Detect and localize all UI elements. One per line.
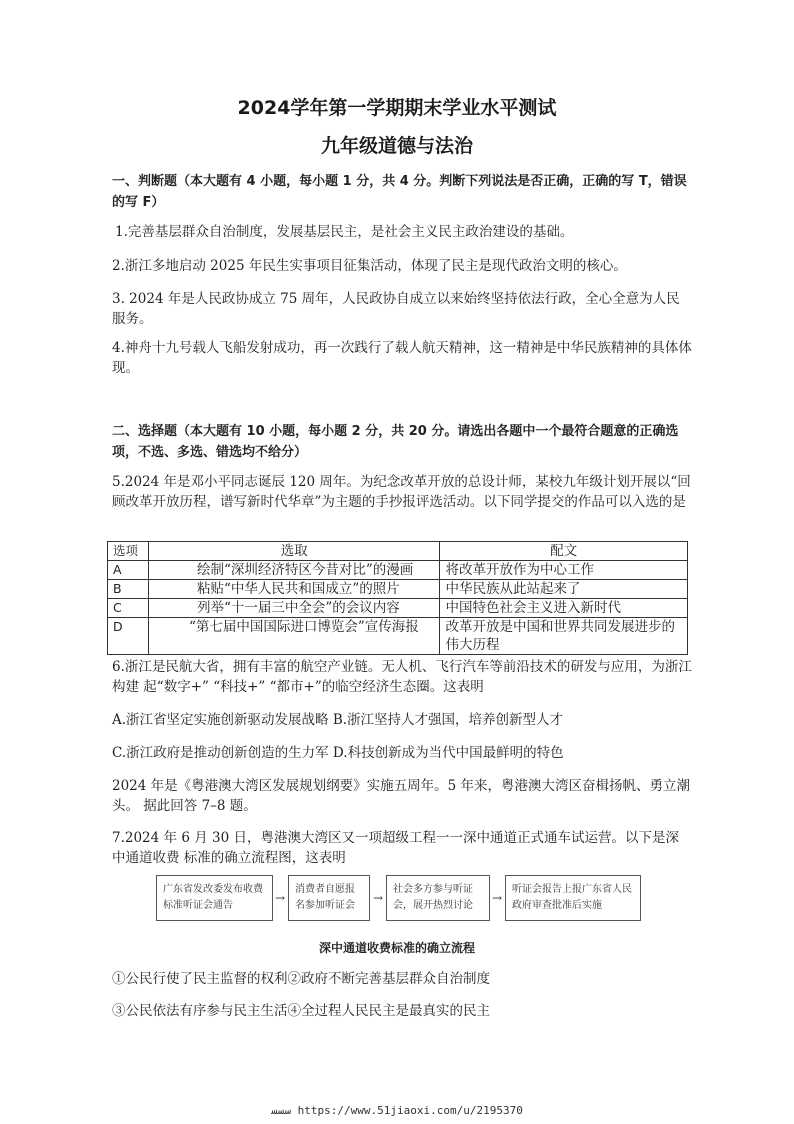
table-cell: “第七届中国国际进口博览会”宣传海报: [148, 618, 440, 655]
flow-step-4: 听证会报告上报广东省人民政府审查批准后实施: [505, 875, 641, 921]
table-header-choice: 选取: [148, 542, 440, 561]
table-row: [108, 599, 688, 618]
table-cell: D: [108, 618, 149, 655]
table-cell: B: [108, 580, 149, 599]
table-cell: 列举“十一届三中全会”的会议内容: [148, 599, 440, 618]
question-6: 6.浙江是民航大省，拥有丰富的航空产业链。无人机、飞行汽车等前沿技术的研发与应用，为浙江构建 起“数字+” “科技+” “都市+”的临空经济生态圈。这表明: [112, 659, 692, 695]
flow-step-1: 广东省发改委发布收费标准听证会通告: [156, 875, 273, 921]
exam-subtitle: 九年级道德与法治: [320, 135, 473, 157]
table-header-caption: 配文: [440, 542, 688, 561]
section2-heading: 二、选择题（本大题有 10 小题，每小题 2 分，共 20 分。请选出各题中一个最符合题意的正确选项，不选、多选、错选均不给分）: [112, 424, 679, 460]
table-header-row: [108, 542, 688, 561]
question-1: 1.完善基层群众自治制度，发展基层民主，是社会主义民主政治建设的基础。: [115, 224, 574, 240]
options-table: [107, 541, 688, 655]
table-row: [108, 580, 688, 599]
table-cell: 绘制“深圳经济特区今昔对比”的漫画: [148, 561, 440, 580]
table-cell: 改革开放是中国和世界共同发展进步的伟大历程: [440, 618, 688, 655]
intro-7-8: 2024 年是《粤港澳大湾区发展规划纲要》实施五周年。5 年来，粤港澳大湾区奋楫扬帆、勇立潮头。 据此回答 7–8 题。: [112, 778, 691, 814]
table-cell: 中华民族从此站起来了: [440, 580, 688, 599]
table-cell: A: [108, 561, 149, 580]
question-7-options-34: ③公民依法有序参与民主生活④全过程人民民主是最真实的民主: [112, 1003, 490, 1019]
section1-heading: 一、判断题（本大题有 4 小题，每小题 1 分，共 4 分。判断下列说法是否正确，正确的写 T，错误的写 F）: [112, 174, 687, 210]
question-3: 3. 2024 年是人民政协成立 75 周年，人民政协自成立以来始终坚持依法行政，全心全意为人民服务。: [112, 291, 680, 327]
flow-arrow-2: →: [373, 891, 384, 905]
flow-arrow-3: →: [492, 891, 503, 905]
table-cell: 将改革开放作为中心工作: [440, 561, 688, 580]
exam-title: 2024学年第一学期期末学业水平测试: [237, 97, 557, 119]
question-7-options-12: ①公民行使了民主监督的权利②政府不断完善基层群众自治制度: [112, 971, 490, 987]
question-6-options-ab: A.浙江省坚定实施创新驱动发展战略 B.浙江坚持人才强国，培养创新型人才: [112, 712, 564, 728]
flow-step-3: 社会多方参与听证会，展开热烈讨论: [386, 875, 490, 921]
table-row: [108, 618, 688, 655]
table-header-option: 选项: [108, 542, 149, 561]
question-7: 7.2024 年 6 月 30 日，粤港澳大湾区又一项超级工程一一深中通道正式通车试运营。以下是深中通道收费 标准的确立流程图，这表明: [112, 830, 679, 866]
question-4: 4.神舟十九号载人飞船发射成功，再一次践行了载人航天精神，这一精神是中华民族精神的具体体现。: [112, 340, 692, 376]
question-5: 5.2024 年是邓小平同志诞辰 120 周年。为纪念改革开放的总设计师，某校九年级计划开展以“回顾改革开放历程，谱写新时代华章”为主题的手抄报评选活动。以下同学提交的作品可以入选的是: [112, 474, 691, 510]
question-2: 2.浙江多地启动 2025 年民生实事项目征集活动，体现了民主是现代政治文明的核心。: [112, 258, 627, 274]
table-cell: 粘贴“中华人民共和国成立”的照片: [148, 580, 440, 599]
footer-link[interactable]: ﺳﺴﺴ https://www.51jiaoxi.com/u/2195370: [271, 1104, 523, 1117]
flow-caption: 深中通道收费标准的确立流程: [318, 941, 475, 955]
flow-arrow-1: →: [275, 891, 286, 905]
flow-step-2: 消费者自愿报名参加听证会: [288, 875, 370, 921]
question-6-options-cd: C.浙江政府是推动创新创造的生力军 D.科技创新成为当代中国最鲜明的特色: [112, 745, 564, 761]
table-cell: C: [108, 599, 149, 618]
table-row: [108, 561, 688, 580]
table-cell: 中国特色社会主义进入新时代: [440, 599, 688, 618]
